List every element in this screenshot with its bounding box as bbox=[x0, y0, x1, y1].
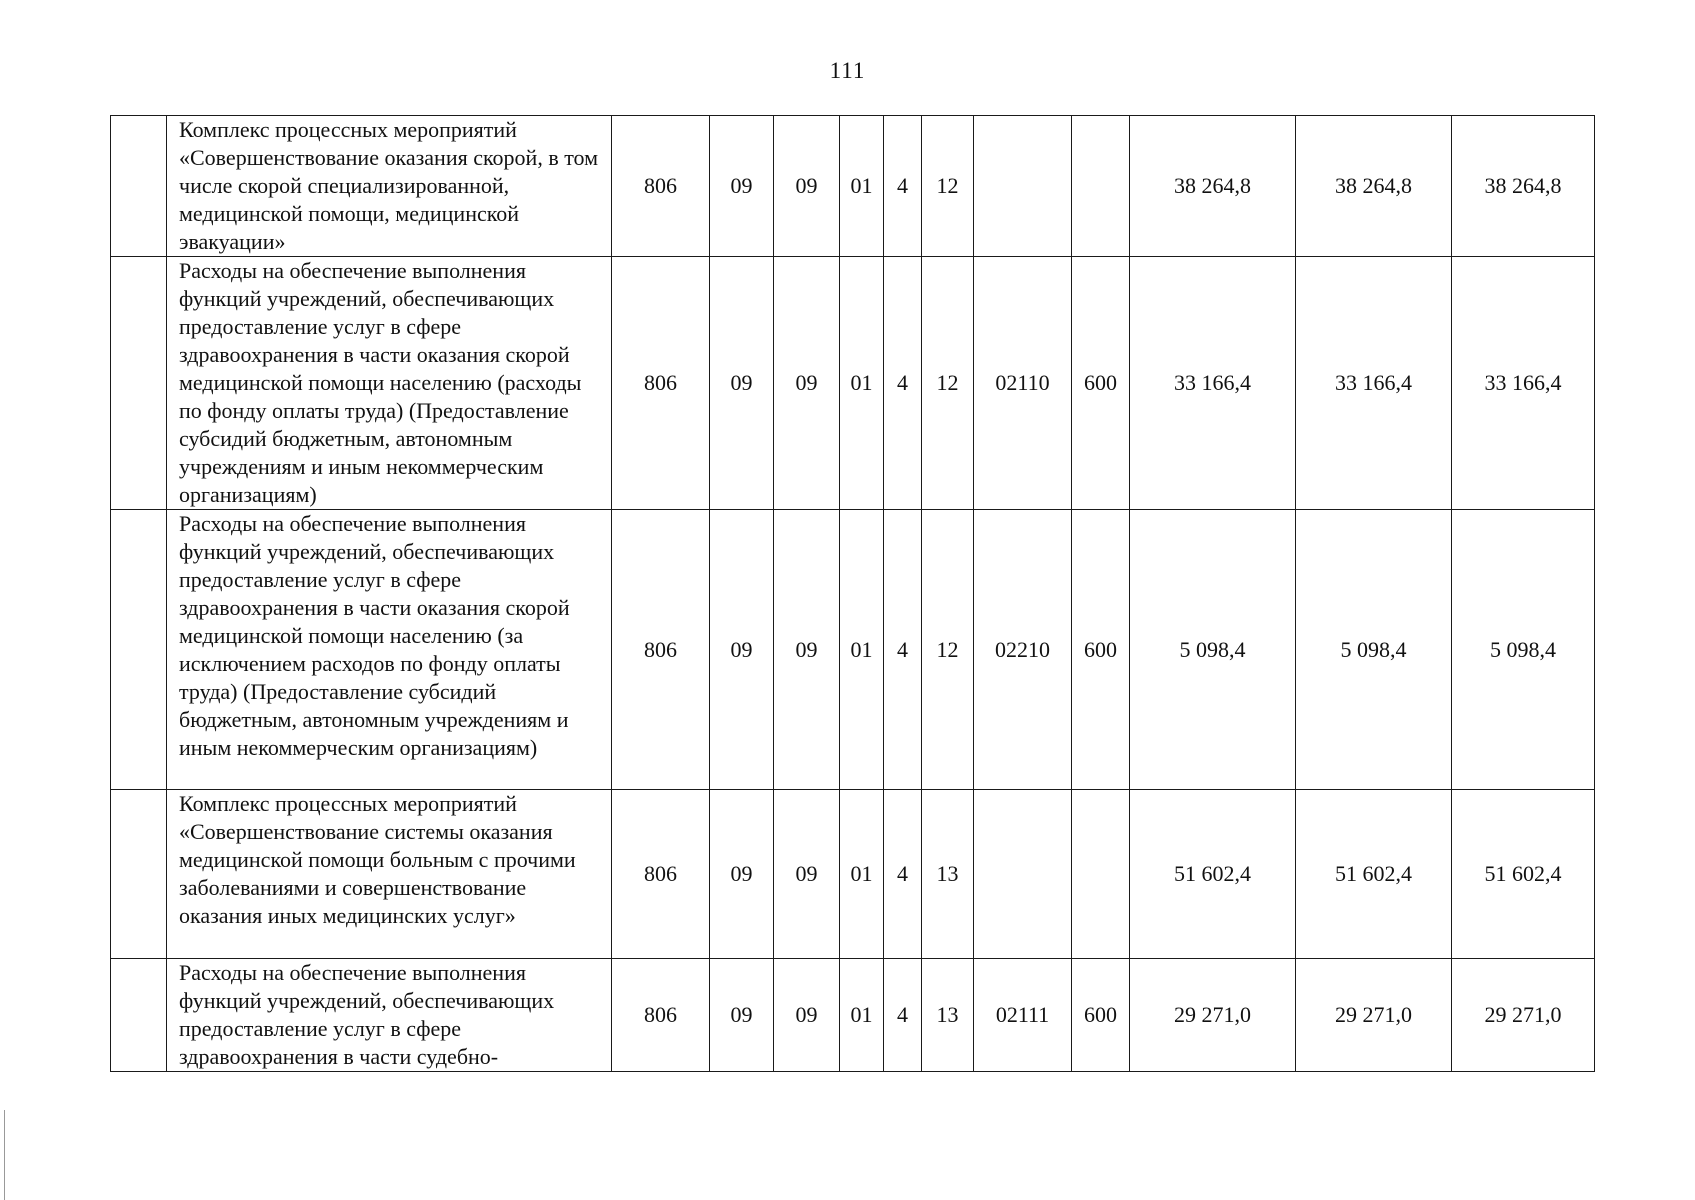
type-code-cell: 4 bbox=[884, 116, 922, 257]
page-number: 111 bbox=[829, 58, 866, 83]
type-code-cell: 4 bbox=[884, 959, 922, 1072]
program-code-cell: 01 bbox=[840, 959, 884, 1072]
subsection-code-cell: 09 bbox=[774, 959, 840, 1072]
program-code-cell: 01 bbox=[840, 790, 884, 959]
type-code-cell: 4 bbox=[884, 790, 922, 959]
description-cell: Расходы на обеспечение выполнения функций учреждений, обеспечивающих предоставление услуг в сфере здравоохранения в части судебно- bbox=[167, 959, 612, 1072]
table-row bbox=[111, 790, 1595, 959]
subsection-code-cell: 09 bbox=[774, 116, 840, 257]
complex-code-cell: 13 bbox=[922, 790, 974, 959]
row-number-cell bbox=[111, 510, 167, 790]
program-code-cell: 01 bbox=[840, 257, 884, 510]
amount-cell-2: 38 264,8 bbox=[1296, 116, 1452, 257]
description-cell: Расходы на обеспечение выполнения функций учреждений, обеспечивающих предоставление услуг в сфере здравоохранения в части оказания скорой медицинской помощи населению (расходы по фонду оплаты труда) (Предоставление субсидий бюджетным, автономным учреждениям и иным некоммерческим организациям) bbox=[167, 257, 612, 510]
section-code-cell: 09 bbox=[710, 510, 774, 790]
row-number-cell bbox=[111, 790, 167, 959]
description-cell: Расходы на обеспечение выполнения функций учреждений, обеспечивающих предоставление услуг в сфере здравоохранения в части оказания скорой медицинской помощи населению (за исключением расходов по фонду оплаты труда) (Предоставление субсидий бюджетным, автономным учреждениям и иным некоммерческим организациям) bbox=[167, 510, 612, 790]
type-code-cell: 4 bbox=[884, 257, 922, 510]
description-cell: Комплекс процессных мероприятий «Совершенствование системы оказания медицинской помощи больным с прочими заболеваниями и совершенствование оказания иных медицинских услуг» bbox=[167, 790, 612, 959]
table-row bbox=[111, 257, 1595, 510]
direction-code-cell bbox=[974, 116, 1072, 257]
program-code-cell: 01 bbox=[840, 116, 884, 257]
direction-code-cell: 02210 bbox=[974, 510, 1072, 790]
scan-margin-line bbox=[4, 1110, 5, 1200]
expense-type-cell: 600 bbox=[1072, 510, 1130, 790]
subsection-code-cell: 09 bbox=[774, 790, 840, 959]
amount-cell-2: 51 602,4 bbox=[1296, 790, 1452, 959]
expense-type-cell: 600 bbox=[1072, 257, 1130, 510]
expense-type-cell bbox=[1072, 116, 1130, 257]
complex-code-cell: 12 bbox=[922, 116, 974, 257]
subsection-code-cell: 09 bbox=[774, 510, 840, 790]
section-code-cell: 09 bbox=[710, 959, 774, 1072]
amount-cell-3: 38 264,8 bbox=[1452, 116, 1595, 257]
table-row bbox=[111, 959, 1595, 1072]
amount-cell-3: 51 602,4 bbox=[1452, 790, 1595, 959]
expense-type-cell bbox=[1072, 790, 1130, 959]
complex-code-cell: 13 bbox=[922, 959, 974, 1072]
table-row bbox=[111, 116, 1595, 257]
direction-code-cell bbox=[974, 790, 1072, 959]
program-code-cell: 01 bbox=[840, 510, 884, 790]
direction-code-cell: 02110 bbox=[974, 257, 1072, 510]
budget-table bbox=[110, 115, 1595, 1072]
complex-code-cell: 12 bbox=[922, 510, 974, 790]
section-code-cell: 09 bbox=[710, 790, 774, 959]
row-number-cell bbox=[111, 959, 167, 1072]
description-cell: Комплекс процессных мероприятий «Совершенствование оказания скорой, в том числе скорой специализированной, медицинской помощи, медицинской эвакуации» bbox=[167, 116, 612, 257]
amount-cell-2: 33 166,4 bbox=[1296, 257, 1452, 510]
section-code-cell: 09 bbox=[710, 116, 774, 257]
ministry-code-cell: 806 bbox=[612, 790, 710, 959]
amount-cell-1: 33 166,4 bbox=[1130, 257, 1296, 510]
type-code-cell: 4 bbox=[884, 510, 922, 790]
amount-cell-1: 38 264,8 bbox=[1130, 116, 1296, 257]
row-number-cell bbox=[111, 116, 167, 257]
direction-code-cell: 02111 bbox=[974, 959, 1072, 1072]
amount-cell-2: 29 271,0 bbox=[1296, 959, 1452, 1072]
amount-cell-1: 29 271,0 bbox=[1130, 959, 1296, 1072]
section-code-cell: 09 bbox=[710, 257, 774, 510]
ministry-code-cell: 806 bbox=[612, 257, 710, 510]
table-row bbox=[111, 510, 1595, 790]
amount-cell-3: 33 166,4 bbox=[1452, 257, 1595, 510]
complex-code-cell: 12 bbox=[922, 257, 974, 510]
row-number-cell bbox=[111, 257, 167, 510]
amount-cell-2: 5 098,4 bbox=[1296, 510, 1452, 790]
expense-type-cell: 600 bbox=[1072, 959, 1130, 1072]
amount-cell-3: 29 271,0 bbox=[1452, 959, 1595, 1072]
amount-cell-1: 51 602,4 bbox=[1130, 790, 1296, 959]
amount-cell-3: 5 098,4 bbox=[1452, 510, 1595, 790]
ministry-code-cell: 806 bbox=[612, 959, 710, 1072]
ministry-code-cell: 806 bbox=[612, 116, 710, 257]
amount-cell-1: 5 098,4 bbox=[1130, 510, 1296, 790]
ministry-code-cell: 806 bbox=[612, 510, 710, 790]
subsection-code-cell: 09 bbox=[774, 257, 840, 510]
